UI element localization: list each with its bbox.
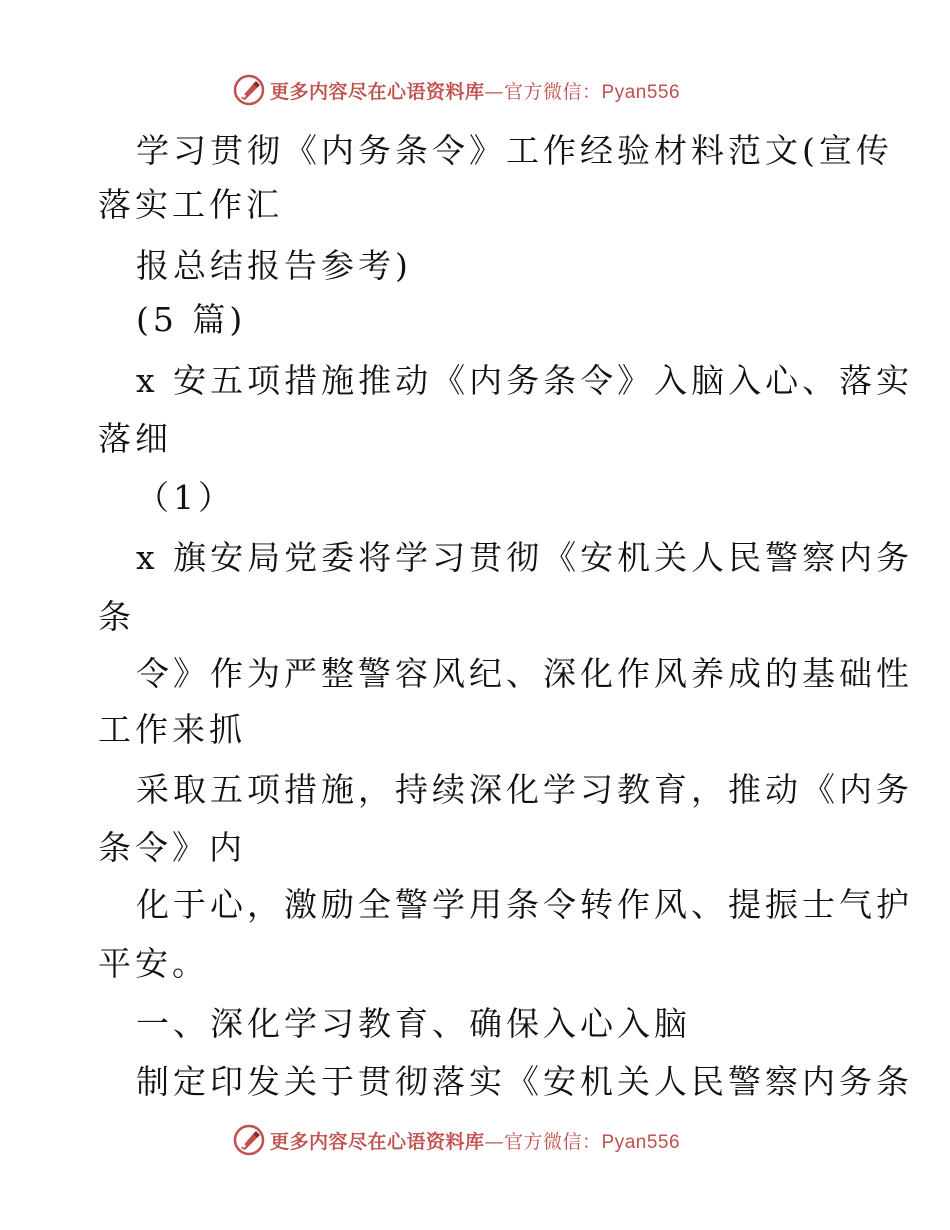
- footer-banner-text: [270, 1127, 680, 1154]
- body-line-11: 工作来抓: [98, 710, 246, 749]
- footer-wechat-handle: Pyan556: [601, 1131, 681, 1153]
- body-line-2: 落实工作汇: [98, 185, 283, 224]
- footer-banner[interactable]: [232, 1122, 732, 1158]
- body-line-8: x 旗安局党委将学习贯彻《安机关人民警察内务: [136, 538, 914, 577]
- body-line-12: 采取五项措施，持续深化学习教育，推动《内务: [136, 770, 913, 809]
- body-line-5: x 安五项措施推动《内务条令》入脑入心、落实: [136, 361, 914, 400]
- body-line-7: （1）: [136, 478, 235, 517]
- pen-nib-logo-icon: [232, 1123, 266, 1157]
- body-line-1: 学习贯彻《内务条令》工作经验材料范文(宣传: [136, 131, 893, 170]
- header-separator: —: [484, 80, 505, 103]
- body-line-6: 落细: [98, 419, 172, 458]
- body-line-14: 化于心，激励全警学用条令转作风、提振士气护: [136, 885, 913, 924]
- header-banner-text: [270, 77, 680, 104]
- footer-brand-text: 更多内容尽在心语资料库: [270, 1130, 485, 1153]
- footer-separator: —: [484, 1130, 505, 1153]
- header-wechat-handle: Pyan556: [601, 81, 681, 103]
- body-line-16: 一、深化学习教育、确保入心入脑: [136, 1004, 691, 1043]
- body-line-3: 报总结报告参考): [136, 246, 412, 285]
- footer-wechat-label: 官方微信：: [504, 1130, 602, 1153]
- body-line-17: 制定印发关于贯彻落实《安机关人民警察内务条: [136, 1062, 913, 1101]
- header-banner[interactable]: [232, 72, 732, 108]
- body-line-10: 令》作为严整警容风纪、深化作风养成的基础性: [136, 654, 913, 693]
- pen-nib-logo-icon: [232, 73, 266, 107]
- header-wechat-label: 官方微信：: [504, 80, 602, 103]
- body-line-4: (5 篇): [136, 300, 247, 339]
- body-line-13: 条令》内: [98, 828, 246, 867]
- body-line-9: 条: [98, 597, 135, 636]
- body-line-15: 平安。: [98, 944, 209, 983]
- header-brand-text: 更多内容尽在心语资料库: [270, 80, 485, 103]
